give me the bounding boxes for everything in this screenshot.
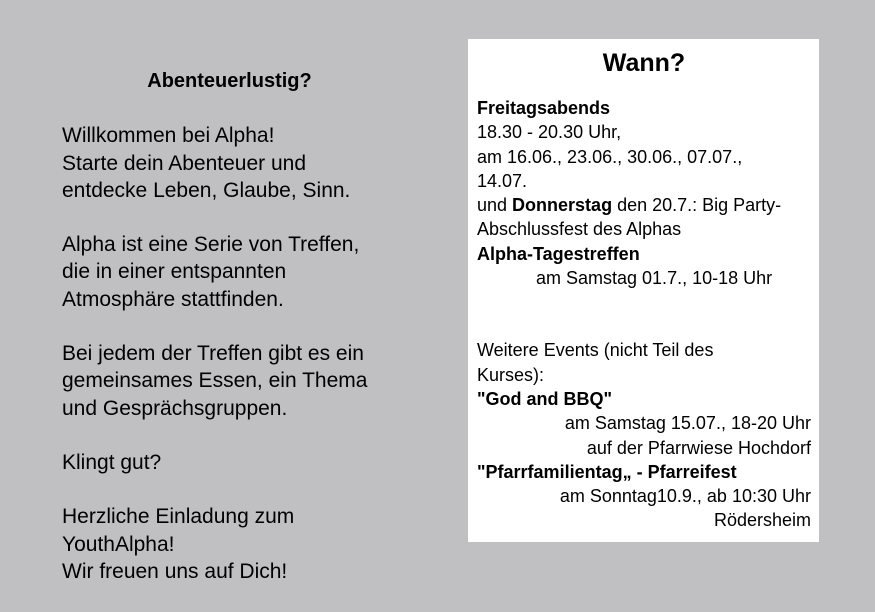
schedule-title: Wann? [602, 49, 686, 77]
thursday-rest: den 20.7.: Big Party- [612, 195, 782, 216]
event-bbq-place: auf der Pfarrwiese Hochdorf [586, 437, 811, 458]
thursday-line [477, 193, 811, 217]
text-line: Starte dein Abenteuer und [62, 151, 307, 175]
text-line: YouthAlpha! [62, 532, 175, 556]
text-line: Herzliche Einladung zum [62, 505, 295, 529]
thursday-label: Donnerstag [512, 195, 613, 216]
fridays-time: 18.30 - 20.30 Uhr, [477, 122, 622, 143]
text-line: Klingt gut? [62, 450, 162, 474]
tagestreffen-date: am Samstag 01.7., 10-18 Uhr [536, 268, 773, 289]
tagestreffen-label: Alpha-Tagestreffen [477, 243, 640, 264]
fridays-dates: am 16.06., 23.06., 30.06., 07.07., [477, 146, 743, 167]
event-bbq-label: "God and BBQ" [477, 388, 613, 409]
event-bbq-date: am Samstag 15.07., 18-20 Uhr [564, 413, 811, 434]
intro-heading: Abenteuerlustig? [147, 70, 312, 92]
schedule-card [468, 39, 819, 542]
question-paragraph [62, 449, 432, 476]
event-pfarrfest-place: Rödersheim [713, 510, 811, 531]
events-intro: Weitere Events (nicht Teil des [477, 340, 714, 361]
intro-section [62, 68, 432, 612]
thursday-line-cont: Abschlussfest des Alphas [477, 219, 682, 240]
text-line: Atmosphäre stattfinden. [62, 287, 284, 311]
text-line: gemeinsames Essen, ein Thema [62, 369, 368, 393]
text-line: Willkommen bei Alpha! [62, 124, 275, 148]
text-line: Alpha ist eine Serie von Treffen, [62, 233, 360, 257]
event-pfarrfest-label: "Pfarrfamilientag„ - Pfarreifest [477, 461, 737, 482]
fridays-label: Freitagsabends [477, 98, 611, 118]
spacer [477, 290, 811, 338]
meeting-paragraph [62, 340, 432, 422]
text-line: entdecke Leben, Glaube, Sinn. [62, 178, 351, 202]
thursday-prefix: und [477, 195, 513, 216]
text-line: die in einer entspannten [62, 260, 287, 284]
text-line: Bei jedem der Treffen gibt es ein [62, 342, 364, 366]
invitation-paragraph [62, 503, 432, 585]
text-line: und Gesprächsgruppen. [62, 396, 288, 420]
text-line: Wir freuen uns auf Dich! [62, 559, 288, 583]
events-intro-cont: Kurses): [477, 364, 545, 385]
fridays-dates-cont: 14.07. [477, 170, 528, 191]
event-pfarrfest-date: am Sonntag10.9., ab 10:30 Uhr [559, 486, 811, 507]
welcome-paragraph [62, 122, 432, 204]
description-paragraph [62, 231, 432, 313]
